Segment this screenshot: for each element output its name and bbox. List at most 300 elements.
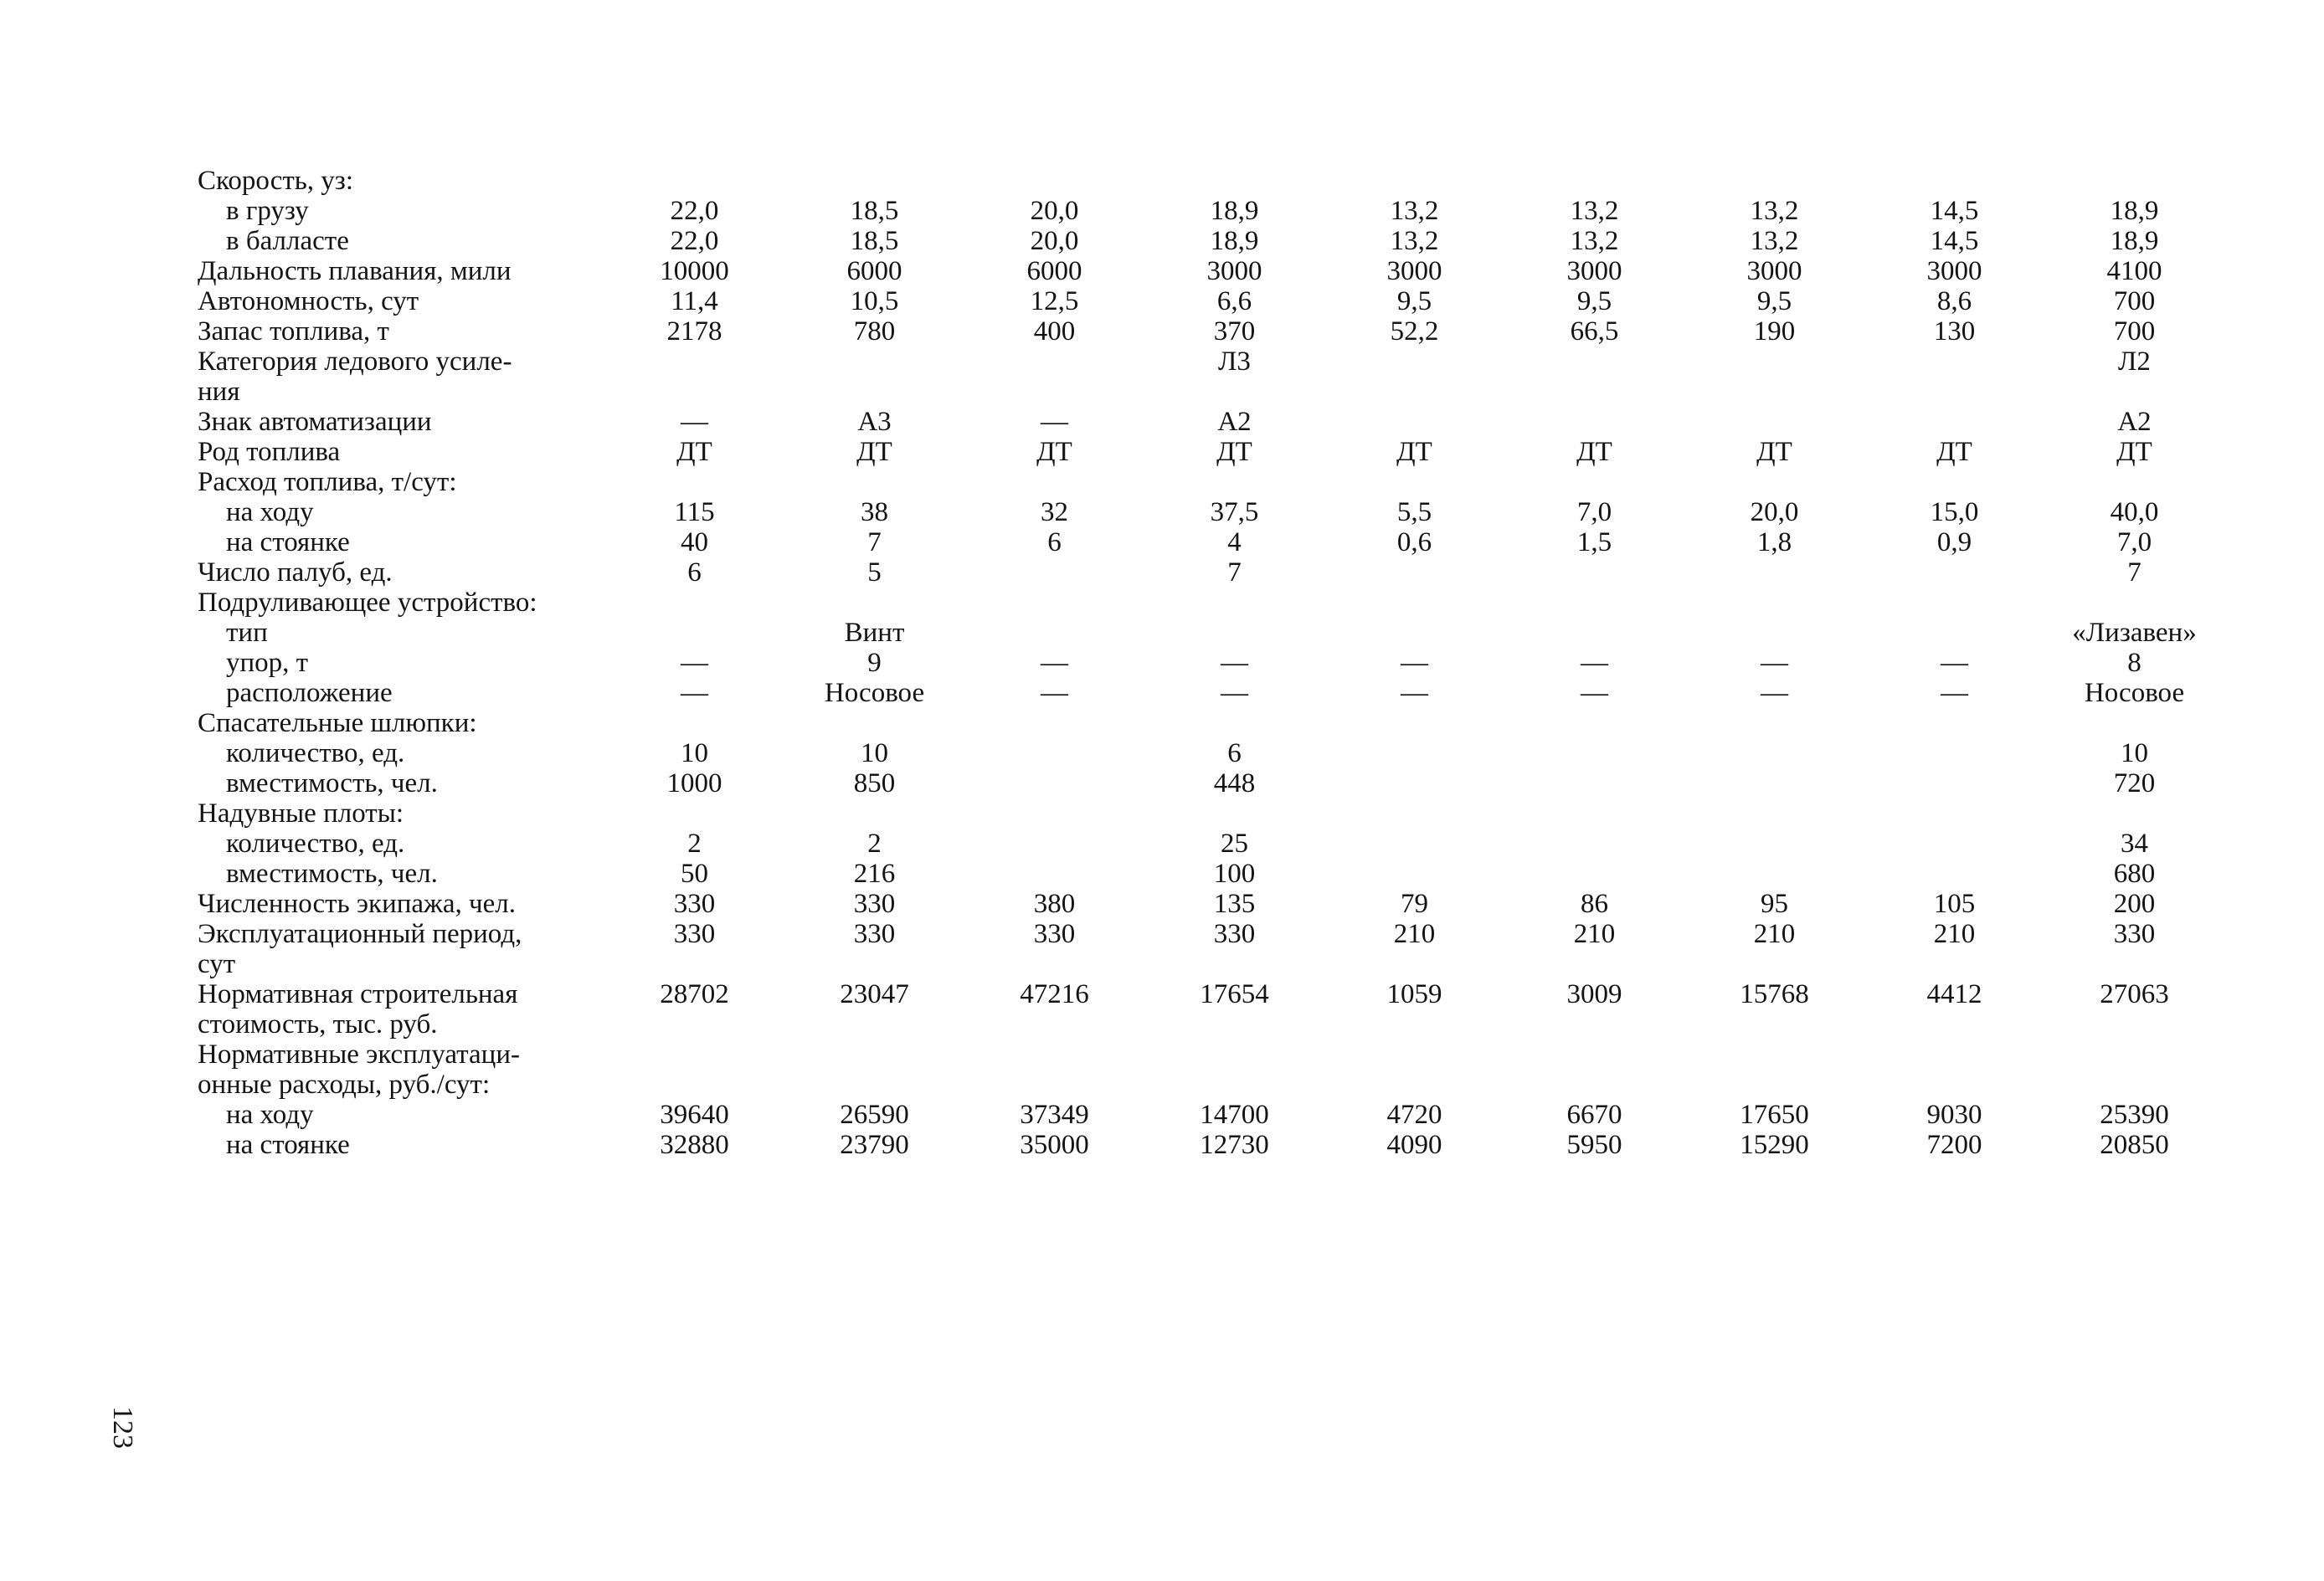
cell-vessel-4 <box>1144 1070 1324 1100</box>
cell-vessel-5: 3000 <box>1386 256 1442 286</box>
cell-vessel-4: 12730 <box>1200 1130 1269 1160</box>
cell-vessel-2: 9 <box>867 648 882 678</box>
row-label: на стоянке <box>226 527 350 557</box>
cell-vessel-5 <box>1324 1039 1504 1070</box>
cell-vessel-3: 32 <box>1041 497 1068 527</box>
cell-vessel-8: ДТ <box>1936 437 1972 467</box>
cell-vessel-7: 9,5 <box>1756 286 1792 316</box>
cell-vessel-2: 10,5 <box>850 286 899 316</box>
cell-vessel-9: 20850 <box>2100 1130 2169 1160</box>
cell-vessel-1 <box>604 618 784 648</box>
row-label: Знак автоматизации <box>198 407 432 437</box>
cell-vessel-9 <box>2044 949 2224 979</box>
cell-vessel-8: 15,0 <box>1930 497 1979 527</box>
cell-vessel-7 <box>1684 557 1864 588</box>
cell-vessel-9: 25390 <box>2100 1100 2169 1130</box>
cell-vessel-9: 34 <box>2121 829 2148 859</box>
row-label: Численность экипажа, чел. <box>198 889 516 919</box>
cell-vessel-6 <box>1504 1070 1684 1100</box>
cell-vessel-4 <box>1144 588 1324 618</box>
page-number: 123 <box>107 1406 138 1449</box>
cell-vessel-9: 720 <box>2113 768 2156 798</box>
row-label: Нормативная строительная <box>198 979 518 1009</box>
cell-vessel-6 <box>1504 346 1684 377</box>
table-row <box>198 166 2224 196</box>
row-label: стоимость, тыс. руб. <box>198 1009 438 1039</box>
cell-vessel-1: 6 <box>687 557 702 588</box>
cell-vessel-9: 700 <box>2113 286 2156 316</box>
cell-vessel-3: — <box>1041 678 1068 708</box>
cell-vessel-8: 210 <box>1933 919 1976 949</box>
cell-vessel-6: 210 <box>1573 919 1616 949</box>
cell-vessel-5 <box>1324 467 1504 497</box>
cell-vessel-9: ДТ <box>2116 437 2152 467</box>
cell-vessel-7 <box>1684 1009 1864 1039</box>
cell-vessel-4 <box>1144 166 1324 196</box>
cell-vessel-9: 680 <box>2113 859 2156 889</box>
cell-vessel-7 <box>1684 1070 1864 1100</box>
cell-vessel-6 <box>1504 588 1684 618</box>
cell-vessel-2: 10 <box>861 738 888 768</box>
cell-vessel-2: 23790 <box>840 1130 909 1160</box>
table-row <box>198 346 2224 377</box>
cell-vessel-1 <box>604 588 784 618</box>
cell-vessel-3: 37349 <box>1020 1100 1089 1130</box>
cell-vessel-2: 26590 <box>840 1100 909 1130</box>
row-label: Категория ледового усиле- <box>198 346 512 377</box>
row-label: на ходу <box>226 497 314 527</box>
table-row <box>198 618 2224 648</box>
cell-vessel-7: 13,2 <box>1750 196 1799 226</box>
cell-vessel-3: 35000 <box>1020 1130 1089 1160</box>
cell-vessel-5 <box>1324 557 1504 588</box>
cell-vessel-1: 28702 <box>660 979 729 1009</box>
cell-vessel-9 <box>2044 1039 2224 1070</box>
cell-vessel-7: ДТ <box>1756 437 1792 467</box>
row-label: Число палуб, ед. <box>198 557 393 588</box>
row-label: количество, ед. <box>226 829 405 859</box>
cell-vessel-1: 11,4 <box>671 286 718 316</box>
cell-vessel-6: 66,5 <box>1570 316 1619 346</box>
row-label: Запас топлива, т <box>198 316 389 346</box>
row-label: в балласте <box>226 226 349 256</box>
table-row <box>198 678 2224 708</box>
cell-vessel-6 <box>1504 859 1684 889</box>
table-row <box>198 437 2224 467</box>
cell-vessel-1: 2178 <box>666 316 722 346</box>
cell-vessel-9: 10 <box>2121 738 2148 768</box>
cell-vessel-6 <box>1504 557 1684 588</box>
row-label: Спасательные шлюпки: <box>198 708 477 738</box>
cell-vessel-2: Носовое <box>824 678 925 708</box>
cell-vessel-6: 1,5 <box>1576 527 1612 557</box>
cell-vessel-4: 3000 <box>1206 256 1262 286</box>
table-row <box>198 738 2224 768</box>
cell-vessel-6: 5950 <box>1566 1130 1622 1160</box>
cell-vessel-1: 10000 <box>660 256 729 286</box>
cell-vessel-8 <box>1864 1070 2044 1100</box>
row-label: расположение <box>226 678 393 708</box>
cell-vessel-1 <box>604 798 784 829</box>
cell-vessel-2: А3 <box>857 407 892 437</box>
cell-vessel-4 <box>1144 1009 1324 1039</box>
cell-vessel-7 <box>1684 588 1864 618</box>
cell-vessel-8: 3000 <box>1926 256 1982 286</box>
cell-vessel-3 <box>964 588 1144 618</box>
table-row <box>198 1130 2224 1160</box>
table-row <box>198 979 2224 1009</box>
cell-vessel-9 <box>2044 1009 2224 1039</box>
cell-vessel-8 <box>1864 346 2044 377</box>
row-label: Скорость, уз: <box>198 166 354 196</box>
cell-vessel-5: 13,2 <box>1390 226 1439 256</box>
cell-vessel-8 <box>1864 708 2044 738</box>
table-row <box>198 527 2224 557</box>
cell-vessel-7: 15768 <box>1740 979 1809 1009</box>
cell-vessel-6: 3009 <box>1566 979 1622 1009</box>
table-row <box>198 196 2224 226</box>
cell-vessel-1: ДТ <box>676 437 712 467</box>
cell-vessel-9: Носовое <box>2084 678 2185 708</box>
cell-vessel-8 <box>1864 1009 2044 1039</box>
cell-vessel-6 <box>1504 768 1684 798</box>
cell-vessel-5 <box>1324 768 1504 798</box>
cell-vessel-4: ДТ <box>1216 437 1252 467</box>
cell-vessel-2 <box>784 798 964 829</box>
cell-vessel-9 <box>2044 377 2224 407</box>
cell-vessel-5: 13,2 <box>1390 196 1439 226</box>
table-row <box>198 768 2224 798</box>
cell-vessel-6 <box>1504 708 1684 738</box>
cell-vessel-4: Л3 <box>1218 346 1251 377</box>
cell-vessel-3 <box>964 618 1144 648</box>
cell-vessel-2 <box>784 467 964 497</box>
cell-vessel-4 <box>1144 618 1324 648</box>
cell-vessel-9 <box>2044 798 2224 829</box>
cell-vessel-6 <box>1504 1039 1684 1070</box>
cell-vessel-4 <box>1144 949 1324 979</box>
cell-vessel-6 <box>1504 798 1684 829</box>
cell-vessel-3 <box>964 557 1144 588</box>
cell-vessel-5: 5,5 <box>1396 497 1432 527</box>
cell-vessel-3: 47216 <box>1020 979 1089 1009</box>
cell-vessel-7 <box>1684 467 1864 497</box>
cell-vessel-7: 210 <box>1753 919 1796 949</box>
cell-vessel-1 <box>604 346 784 377</box>
table-row <box>198 1009 2224 1039</box>
row-label: вместимость, чел. <box>226 859 438 889</box>
cell-vessel-7 <box>1684 407 1864 437</box>
cell-vessel-7: 190 <box>1753 316 1796 346</box>
cell-vessel-2: Винт <box>844 618 905 648</box>
cell-vessel-5: — <box>1401 678 1428 708</box>
cell-vessel-1: 330 <box>673 919 716 949</box>
cell-vessel-9: 330 <box>2113 919 2156 949</box>
row-label: количество, ед. <box>226 738 405 768</box>
cell-vessel-2: 18,5 <box>850 226 899 256</box>
cell-vessel-7: 17650 <box>1740 1100 1809 1130</box>
cell-vessel-4: 100 <box>1213 859 1256 889</box>
table-row <box>198 859 2224 889</box>
cell-vessel-9: 200 <box>2113 889 2156 919</box>
cell-vessel-5 <box>1324 829 1504 859</box>
cell-vessel-4: 6,6 <box>1216 286 1252 316</box>
cell-vessel-7 <box>1684 166 1864 196</box>
cell-vessel-3 <box>964 768 1144 798</box>
cell-vessel-4: — <box>1221 648 1248 678</box>
cell-vessel-2 <box>784 346 964 377</box>
cell-vessel-8: 14,5 <box>1930 226 1979 256</box>
cell-vessel-9: 700 <box>2113 316 2156 346</box>
cell-vessel-3: 400 <box>1033 316 1076 346</box>
table-row <box>198 708 2224 738</box>
cell-vessel-3 <box>964 949 1144 979</box>
cell-vessel-5 <box>1324 166 1504 196</box>
cell-vessel-7: — <box>1761 678 1788 708</box>
cell-vessel-4: 6 <box>1227 738 1242 768</box>
cell-vessel-2 <box>784 588 964 618</box>
cell-vessel-1: — <box>681 407 708 437</box>
table-row <box>198 798 2224 829</box>
table-row <box>198 1039 2224 1070</box>
cell-vessel-8: 7200 <box>1926 1130 1982 1160</box>
table-row <box>198 256 2224 286</box>
cell-vessel-1: 2 <box>687 829 702 859</box>
cell-vessel-1 <box>604 1009 784 1039</box>
row-label: ния <box>198 377 240 407</box>
cell-vessel-4: А2 <box>1217 407 1252 437</box>
cell-vessel-9: 40,0 <box>2110 497 2159 527</box>
cell-vessel-8: 4412 <box>1926 979 1982 1009</box>
cell-vessel-4: 135 <box>1213 889 1256 919</box>
table-row <box>198 557 2224 588</box>
cell-vessel-9: 18,9 <box>2110 196 2159 226</box>
cell-vessel-5: 4090 <box>1386 1130 1442 1160</box>
cell-vessel-9: 27063 <box>2100 979 2169 1009</box>
cell-vessel-6: 7,0 <box>1576 497 1612 527</box>
cell-vessel-7 <box>1684 708 1864 738</box>
cell-vessel-4 <box>1144 708 1324 738</box>
cell-vessel-6 <box>1504 1009 1684 1039</box>
cell-vessel-8 <box>1864 588 2044 618</box>
row-label: онные расходы, руб./сут: <box>198 1070 491 1100</box>
cell-vessel-5 <box>1324 859 1504 889</box>
cell-vessel-6: 9,5 <box>1576 286 1612 316</box>
cell-vessel-6: ДТ <box>1576 437 1612 467</box>
cell-vessel-6: 13,2 <box>1570 226 1619 256</box>
cell-vessel-4: 330 <box>1213 919 1256 949</box>
cell-vessel-2 <box>784 1039 964 1070</box>
cell-vessel-1 <box>604 377 784 407</box>
cell-vessel-4: — <box>1221 678 1248 708</box>
cell-vessel-3: 380 <box>1033 889 1076 919</box>
cell-vessel-6: 13,2 <box>1570 196 1619 226</box>
cell-vessel-3: — <box>1041 407 1068 437</box>
cell-vessel-8 <box>1864 859 2044 889</box>
cell-vessel-4: 37,5 <box>1210 497 1259 527</box>
cell-vessel-1 <box>604 1070 784 1100</box>
cell-vessel-3 <box>964 377 1144 407</box>
cell-vessel-2: 6000 <box>846 256 902 286</box>
cell-vessel-6 <box>1504 467 1684 497</box>
cell-vessel-7 <box>1684 798 1864 829</box>
cell-vessel-5 <box>1324 346 1504 377</box>
row-label: на ходу <box>226 1100 314 1130</box>
cell-vessel-5 <box>1324 618 1504 648</box>
cell-vessel-2: 850 <box>853 768 896 798</box>
cell-vessel-4 <box>1144 377 1324 407</box>
table-row <box>198 497 2224 527</box>
cell-vessel-7: — <box>1761 648 1788 678</box>
cell-vessel-4 <box>1144 1039 1324 1070</box>
row-label: Эксплуатационный период, <box>198 919 522 949</box>
cell-vessel-7 <box>1684 1039 1864 1070</box>
cell-vessel-1: 1000 <box>666 768 722 798</box>
cell-vessel-2 <box>784 1070 964 1100</box>
cell-vessel-8 <box>1864 407 2044 437</box>
table-row <box>198 316 2224 346</box>
cell-vessel-1: 115 <box>674 497 715 527</box>
row-label: Расход топлива, т/сут: <box>198 467 457 497</box>
cell-vessel-2: 330 <box>853 889 896 919</box>
cell-vessel-6: — <box>1581 678 1608 708</box>
cell-vessel-9: «Лизавен» <box>2072 618 2197 648</box>
row-label: Род топлива <box>198 437 341 467</box>
cell-vessel-9: 7,0 <box>2116 527 2152 557</box>
cell-vessel-3 <box>964 738 1144 768</box>
row-label: вместимость, чел. <box>226 768 438 798</box>
cell-vessel-7 <box>1684 768 1864 798</box>
cell-vessel-7 <box>1684 738 1864 768</box>
cell-vessel-6 <box>1504 949 1684 979</box>
cell-vessel-8 <box>1864 467 2044 497</box>
cell-vessel-7: 95 <box>1761 889 1788 919</box>
cell-vessel-9: 8 <box>2127 648 2141 678</box>
cell-vessel-3: 330 <box>1033 919 1076 949</box>
row-label: на стоянке <box>226 1130 350 1160</box>
cell-vessel-8: — <box>1941 678 1968 708</box>
cell-vessel-5 <box>1324 1009 1504 1039</box>
table-row <box>198 829 2224 859</box>
row-label: упор, т <box>226 648 309 678</box>
cell-vessel-2 <box>784 166 964 196</box>
cell-vessel-2: 216 <box>853 859 896 889</box>
cell-vessel-3: 20,0 <box>1030 226 1079 256</box>
table-row <box>198 889 2224 919</box>
cell-vessel-7: 15290 <box>1740 1130 1809 1160</box>
cell-vessel-8 <box>1864 377 2044 407</box>
cell-vessel-8: 8,6 <box>1936 286 1972 316</box>
table-row <box>198 377 2224 407</box>
cell-vessel-3: 6000 <box>1026 256 1082 286</box>
cell-vessel-9 <box>2044 166 2224 196</box>
cell-vessel-6 <box>1504 829 1684 859</box>
specs-table <box>198 166 2224 1160</box>
cell-vessel-5: 0,6 <box>1396 527 1432 557</box>
cell-vessel-8 <box>1864 829 2044 859</box>
cell-vessel-6: — <box>1581 648 1608 678</box>
cell-vessel-2 <box>784 1009 964 1039</box>
cell-vessel-5 <box>1324 377 1504 407</box>
cell-vessel-1: 10 <box>681 738 708 768</box>
cell-vessel-2: 38 <box>861 497 888 527</box>
cell-vessel-1 <box>604 949 784 979</box>
cell-vessel-2: 5 <box>867 557 882 588</box>
cell-vessel-2: 18,5 <box>850 196 899 226</box>
table-row <box>198 588 2224 618</box>
row-label: Дальность плавания, мили <box>198 256 512 286</box>
cell-vessel-8 <box>1864 1039 2044 1070</box>
cell-vessel-2: 7 <box>867 527 882 557</box>
cell-vessel-1 <box>604 467 784 497</box>
cell-vessel-5 <box>1324 588 1504 618</box>
cell-vessel-4: 4 <box>1227 527 1242 557</box>
cell-vessel-1 <box>604 1039 784 1070</box>
cell-vessel-6 <box>1504 738 1684 768</box>
cell-vessel-8 <box>1864 949 2044 979</box>
cell-vessel-4 <box>1144 798 1324 829</box>
cell-vessel-9 <box>2044 467 2224 497</box>
row-label: Нормативные эксплуатаци- <box>198 1039 520 1070</box>
cell-vessel-3 <box>964 1009 1144 1039</box>
cell-vessel-1 <box>604 166 784 196</box>
cell-vessel-4: 17654 <box>1200 979 1269 1009</box>
cell-vessel-2 <box>784 949 964 979</box>
cell-vessel-6 <box>1504 377 1684 407</box>
cell-vessel-1: 330 <box>673 889 716 919</box>
cell-vessel-6 <box>1504 407 1684 437</box>
cell-vessel-7 <box>1684 859 1864 889</box>
cell-vessel-9 <box>2044 588 2224 618</box>
cell-vessel-5: 1059 <box>1386 979 1442 1009</box>
cell-vessel-3 <box>964 166 1144 196</box>
row-label: Подруливающее устройство: <box>198 588 537 618</box>
cell-vessel-2 <box>784 377 964 407</box>
cell-vessel-6: 86 <box>1581 889 1608 919</box>
cell-vessel-4 <box>1144 467 1324 497</box>
cell-vessel-8 <box>1864 738 2044 768</box>
cell-vessel-9: А2 <box>2117 407 2152 437</box>
row-label: Автономность, сут <box>198 286 419 316</box>
cell-vessel-3: 6 <box>1047 527 1062 557</box>
cell-vessel-6: 3000 <box>1566 256 1622 286</box>
cell-vessel-3 <box>964 467 1144 497</box>
row-label: тип <box>226 618 268 648</box>
cell-vessel-1 <box>604 708 784 738</box>
cell-vessel-3 <box>964 859 1144 889</box>
cell-vessel-4: 14700 <box>1200 1100 1269 1130</box>
cell-vessel-7: 13,2 <box>1750 226 1799 256</box>
cell-vessel-2 <box>784 708 964 738</box>
cell-vessel-8: 9030 <box>1926 1100 1982 1130</box>
cell-vessel-5 <box>1324 738 1504 768</box>
cell-vessel-7 <box>1684 829 1864 859</box>
cell-vessel-7 <box>1684 618 1864 648</box>
cell-vessel-7: 20,0 <box>1750 497 1799 527</box>
cell-vessel-1: 22,0 <box>670 196 719 226</box>
cell-vessel-4: 448 <box>1213 768 1256 798</box>
cell-vessel-8 <box>1864 618 2044 648</box>
cell-vessel-9 <box>2044 1070 2224 1100</box>
cell-vessel-3: 20,0 <box>1030 196 1079 226</box>
cell-vessel-3: — <box>1041 648 1068 678</box>
cell-vessel-9: 4100 <box>2106 256 2162 286</box>
table-row <box>198 1070 2224 1100</box>
cell-vessel-5 <box>1324 1070 1504 1100</box>
cell-vessel-5: 4720 <box>1386 1100 1442 1130</box>
cell-vessel-8: 14,5 <box>1930 196 1979 226</box>
cell-vessel-3 <box>964 708 1144 738</box>
